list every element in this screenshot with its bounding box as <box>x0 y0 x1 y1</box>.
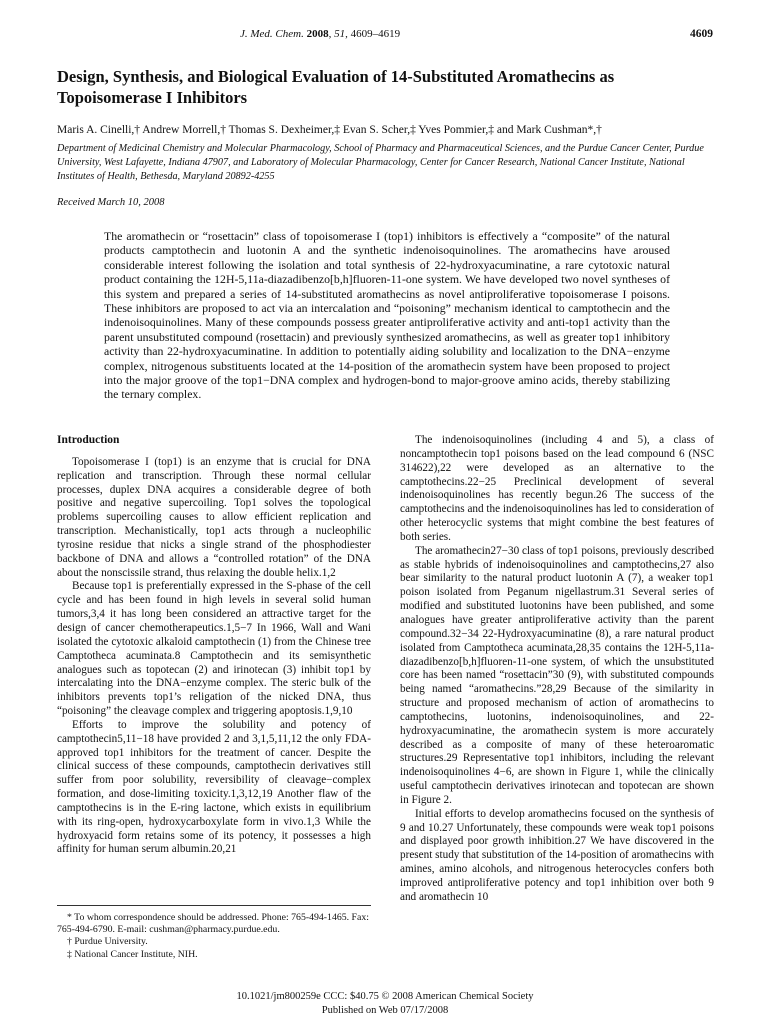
paragraph: The aromathecin27−30 class of top1 poisons, previously described as stable hybrids of indenoisoquinolines and camptothecins,27 also bear similarity to the natural product luotonin A (7), a weaker top1 poison isolated from Peganum nigellastrum.31 Several series of modified and substituted luotonins have been published, and some analogues have greater antiproliferative activity than the parent compound.32−34 22-Hydroxyacuminatine (8), a rare natural product isolated from Camptotheca acuminata,28,35 contains the 12H-5,11a-diazadibenzo[b,h]fluoren-11-one system, of which the unsubstituted core has been named “rosettacin”30 (9), with substituted compounds being named “aromathecins.”28,29 Because of the similarity in structure and proposed mechanism of action of aromathecins to camptothecins, luotonins, indenoisoquinolines, and 22-hydroxyacuminatine, the aromathecin system is more accurately described as a composite of many of these heteroaromatic structures.29 Representative top1 inhibitors, including the relevant indenoisoquinolines 4−6, are shown in Figure 1, while the clinically useful camptothecin derivatives irinotecan and topotecan are shown in Figure 2. <box>400 544 714 806</box>
abstract: The aromathecin or “rosettacin” class of topoisomerase I (top1) inhibitors is effectively a “composite” of the natural products camptothecin and luotonin A and the synthetic indenoisoquinolines. The aromathecins have aroused considerable interest following the isolation and total synthesis of 22-hydroxyacuminatine, a rare cytotoxic natural product containing the 12H-5,11a-diazadibenzo[b,h]fluoren-11-one system. We have developed two novel syntheses of this system and prepared a series of 14-substituted aromathecins as novel antiproliferative topoisomerase I poisons. These inhibitors are proposed to act via an intercalation and “poisoning” mechanism identical to camptothecin and the indenoisoquinolines. Many of these compounds possess greater antiproliferative activity and anti-top1 activity than the parent unsubstituted compound (rosettacin) and previously synthesized aromathecins, as well as greater top1 inhibitory activity than 22-hydroxyacuminatine. In addition to potentially aiding solubility and localization to the DNA−enzyme complex, nitrogenous substituents located at the 14-position of the aromathecin system have been proposed to project into the major groove of the top1−DNA complex and hydrogen-bond to major-groove amino acids, thereby stabilizing the ternary complex. <box>104 229 670 402</box>
journal-volume: 51 <box>334 28 346 40</box>
right-column <box>400 434 714 905</box>
journal-pages: 4609–4619 <box>350 28 401 40</box>
doi-copyright-line: 10.1021/jm800259e CCC: $40.75 © 2008 American Chemical Society <box>236 991 534 1002</box>
journal-year: 2008 <box>306 28 329 40</box>
author-list: Maris A. Cinelli,† Andrew Morrell,† Thomas S. Dexheimer,‡ Evan S. Scher,‡ Yves Pommier,‡ and Mark Cushman*,† <box>57 124 602 136</box>
article-title: Design, Synthesis, and Biological Evaluation of 14-Substituted Aromathecins as Topoisomerase I Inhibitors <box>57 67 615 107</box>
received-date: Received March 10, 2008 <box>57 197 165 208</box>
footnote-nci: ‡ National Cancer Institute, NIH. <box>67 948 198 960</box>
paragraph: Initial efforts to develop aromathecins focused on the synthesis of 9 and 10.27 Unfortunately, these compounds were weak top1 poisons and displayed poor growth inhibition.27 We have discovered in the present study that substitution of the 14-position of aromathecins with amines, amino alcohols, and nitrogenous heterocycles confers both improved antiproliferative potency and top1 inhibition over both 9 and aromathecin 10 <box>400 807 714 903</box>
section-heading-introduction: Introduction <box>57 434 120 446</box>
paragraph: The indenoisoquinolines (including 4 and 5), a class of noncamptothecin top1 poisons based on the lead compound 6 (NSC 314622),22 were developed as an alternative to the camptothecins.22−25 Preclinical development of several indenoisoquinolines has recently begun.26 The success of the camptothecins and the indenoisoquinolines has led to consideration of other heterocyclic systems that might combine the best features of both series. <box>400 434 714 543</box>
journal-name: J. Med. Chem. <box>240 28 304 40</box>
paragraph: Because top1 is preferentially expressed in the S-phase of the cell cycle and has been found in high levels in several solid human tumors,3,4 it has long been considered an attractive target for the design of cancer chemotherapeutics.1,5−7 In 1966, Wall and Wani isolated the cytotoxic alkaloid camptothecin (1) from the Chinese tree Camptotheca acuminata.8 Camptothecin and its semisynthetic analogues such as topotecan (2) and irinotecan (3) inhibit top1 by intercalating into the DNA−enzyme complex. The steric bulk of the inhibitors prevents top1’s religation of the nicked DNA, thus “poisoning” the cleavage complex and triggering apoptosis.1,9,10 <box>57 580 371 718</box>
publication-date: Published on Web 07/17/2008 <box>321 1005 449 1016</box>
footnote-correspondence: * To whom correspondence should be addressed. Phone: 765-494-1465. Fax: 765-494-6790. E-mail: cushman@pharmacy.purdue.edu. <box>57 912 369 936</box>
paragraph: Efforts to improve the solubility and potency of camptothecin5,11−18 have provided 2 and 3,1,5,11,12 the only FDA-approved top1 inhibitors for the treatment of cancer. Despite the clinical success of these compounds, camptothecin derivatives still suffer from poor solubility, reversibility of cleavage−complex formation, and dose-limiting toxicity.1,3,12,19 Another flaw of the camptothecins is in the E-ring lactone, which exists in equilibrium with its ring-open, hydroxycarboxylate form in vivo.1,3 While the hydroxyacid form retains some of its potency, it possesses a high affinity for human serum albumin.20,21 <box>57 718 371 856</box>
affiliation: Department of Medicinal Chemistry and Molecular Pharmacology, School of Pharmacy and Pharmaceutical Sciences, and the Purdue Cancer Center, Purdue University, West Lafayette, Indiana 47907, and Laboratory of Molecular Pharmacology, Center for Cancer Research, National Cancer Institute, National Institutes of Health, Bethesda, Maryland 20892-4255 <box>57 143 704 182</box>
footnote-purdue: † Purdue University. <box>67 936 148 948</box>
footnotes <box>57 905 371 961</box>
page-number: 4609 <box>690 28 713 40</box>
left-column <box>57 434 371 857</box>
journal-citation: J. Med. Chem. 2008, 51, 4609–4619 <box>240 28 401 40</box>
paragraph: Topoisomerase I (top1) is an enzyme that is crucial for DNA replication and transcription. Through these normal cellular processes, duplex DNA acquires a considerable degree of both positive and negative supercoiling. Top1 solves the topological problems supercoiling causes to allow efficient replication and transcription. Mechanistically, top1 acts through a nucleophilic tyrosine residue that nicks a single strand of the phosphodiester backbone of DNA and allows a “controlled rotation” of the DNA about the nonscissile strand, thus relaxing the double helix.1,2 <box>57 455 371 579</box>
